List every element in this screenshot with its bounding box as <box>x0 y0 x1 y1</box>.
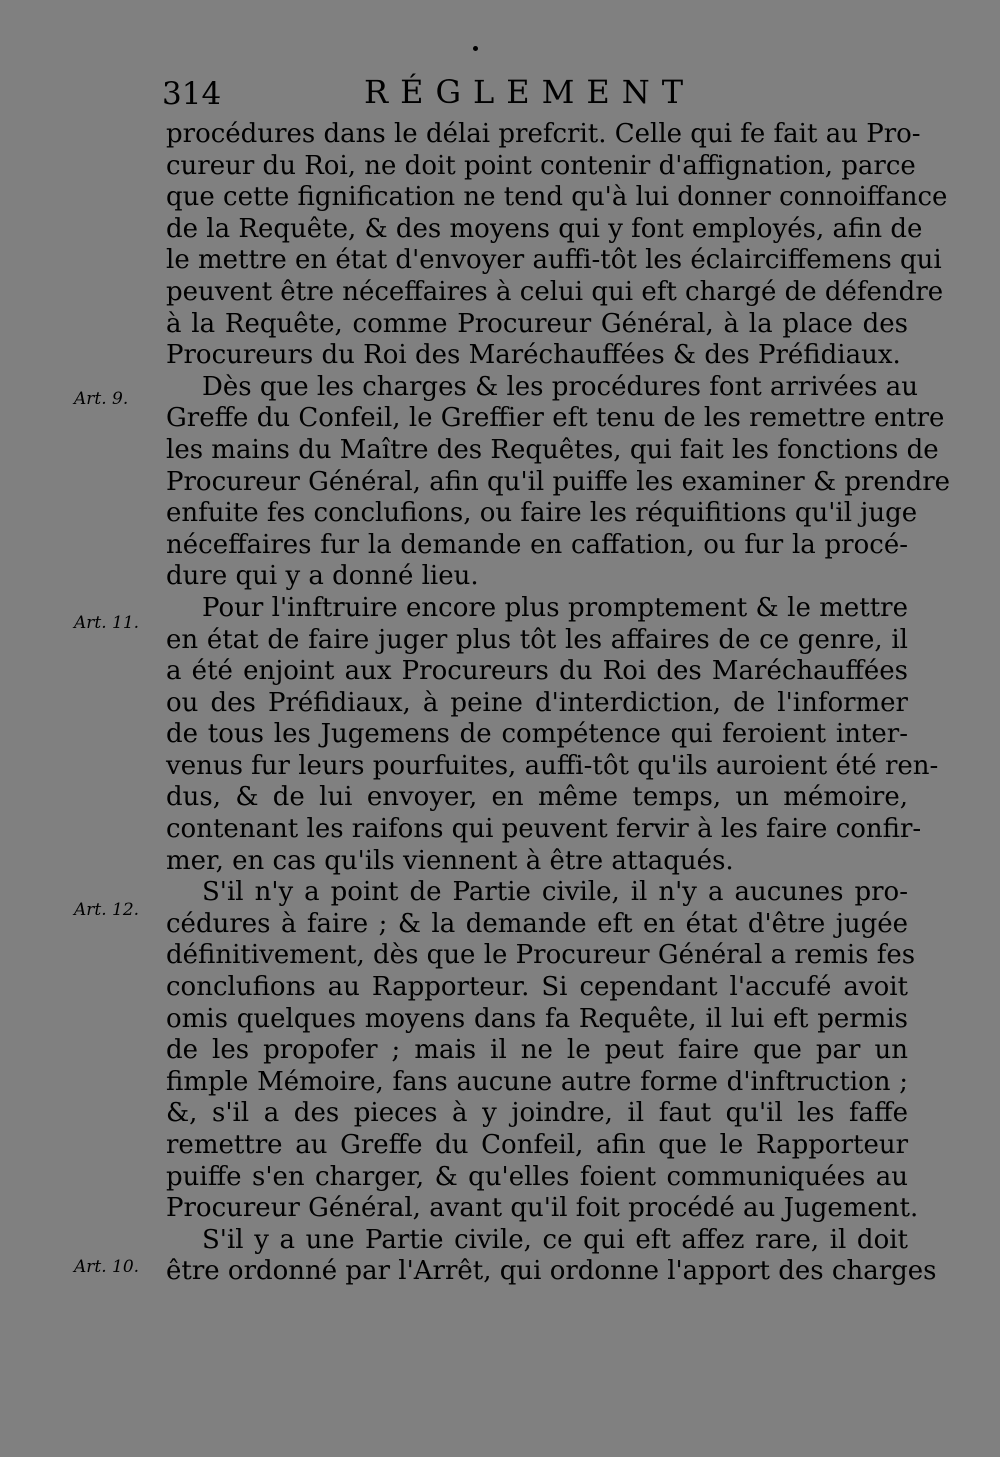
text-line: Procureur Général, afin qu'il puiffe les examiner & prendre <box>166 466 951 497</box>
text-line: de les propofer ; mais il ne le peut faire que par un <box>166 1035 908 1066</box>
text-line: ou des Préfidiaux, à peine d'interdiction, de l'informer <box>166 687 908 718</box>
text-line: être ordonné par l'Arrêt, qui ordonne l'apport des charges <box>166 1256 937 1287</box>
printer-dot <box>473 46 478 51</box>
text-line: peuvent être néceffaires à celui qui eft chargé de défendre <box>166 276 944 307</box>
text-line: de la Requête, & des moyens qui y font employés, afin de <box>166 213 923 244</box>
body-text <box>166 119 951 1288</box>
text-line: venus fur leurs pourfuites, auffi-tôt qu'ils auroient été ren- <box>166 750 939 781</box>
margin-note-art-11: Art. 11. <box>74 613 140 633</box>
text-line: à la Requête, comme Procureur Général, à la place des <box>166 308 908 339</box>
margin-note-art-12: Art. 12. <box>74 900 140 920</box>
text-line: procédures dans le délai prefcrit. Celle qui fe fait au Pro- <box>166 119 921 149</box>
text-line: dus, & de lui envoyer, en même temps, un mémoire, <box>166 782 908 813</box>
running-title: RÉGLEMENT <box>364 73 696 111</box>
text-line: les mains du Maître des Requêtes, qui fait les fonctions de <box>166 434 939 465</box>
text-line: de tous les Jugemens de compétence qui feroient inter- <box>166 719 908 750</box>
text-line: Procureurs du Roi des Maréchauffées & des Préfidiaux. <box>166 340 901 371</box>
text-line: fimple Mémoire, fans aucune autre forme d'inftruction ; <box>166 1066 908 1097</box>
text-line: puiffe s'en charger, & qu'elles foient communiquées au <box>166 1161 908 1192</box>
text-line: a été enjoint aux Procureurs du Roi des Maréchauffées <box>166 656 908 687</box>
text-line: contenant les raifons qui peuvent fervir à les faire confir- <box>166 814 922 845</box>
text-line: cureur du Roi, ne doit point contenir d'affignation, parce <box>166 150 916 181</box>
text-line: Procureur Général, avant qu'il foit procédé au Jugement. <box>166 1193 919 1224</box>
text-line: néceffaires fur la demande en caffation, ou fur la procé- <box>166 529 908 560</box>
text-line: Dès que les charges & les procédures font arrivées au <box>202 371 918 402</box>
text-line: enfuite fes conclufions, ou faire les réquifitions qu'il juge <box>166 498 918 529</box>
text-line: Greffe du Confeil, le Greffier eft tenu de les remettre entre <box>166 403 945 434</box>
text-line: remettre au Greffe du Confeil, afin que le Rapporteur <box>166 1130 908 1160</box>
text-line: que cette fignification ne tend qu'à lui donner connoiffance <box>166 182 948 213</box>
text-line: &, s'il a des pieces à y joindre, il faut qu'il les faffe <box>166 1098 908 1129</box>
text-line: Pour l'inftruire encore plus promptement & le mettre <box>202 592 908 623</box>
text-line: S'il n'y a point de Partie civile, il n'y a aucunes pro- <box>202 877 908 908</box>
margin-note-art-9: Art. 9. <box>74 389 129 409</box>
page-number: 314 <box>162 76 222 112</box>
text-line: cédures à faire ; & la demande eft en état d'être jugée <box>166 908 908 939</box>
text-line: en état de faire juger plus tôt les affaires de ce genre, il <box>166 624 908 655</box>
text-line: omis quelques moyens dans fa Requête, il lui eft permis <box>166 1003 908 1034</box>
text-line: S'il y a une Partie civile, ce qui eft affez rare, il doit <box>202 1224 908 1255</box>
text-line: dure qui y a donné lieu. <box>166 561 479 592</box>
text-line: conclufions au Rapporteur. Si cependant l'accufé avoit <box>166 972 908 1003</box>
text-line: mer, en cas qu'ils viennent à être attaqués. <box>166 845 734 876</box>
margin-note-art-10: Art. 10. <box>74 1257 140 1277</box>
text-line: définitivement, dès que le Procureur Général a remis fes <box>166 940 916 971</box>
text-line: le mettre en état d'envoyer auffi-tôt les éclairciffemens qui <box>166 245 942 276</box>
